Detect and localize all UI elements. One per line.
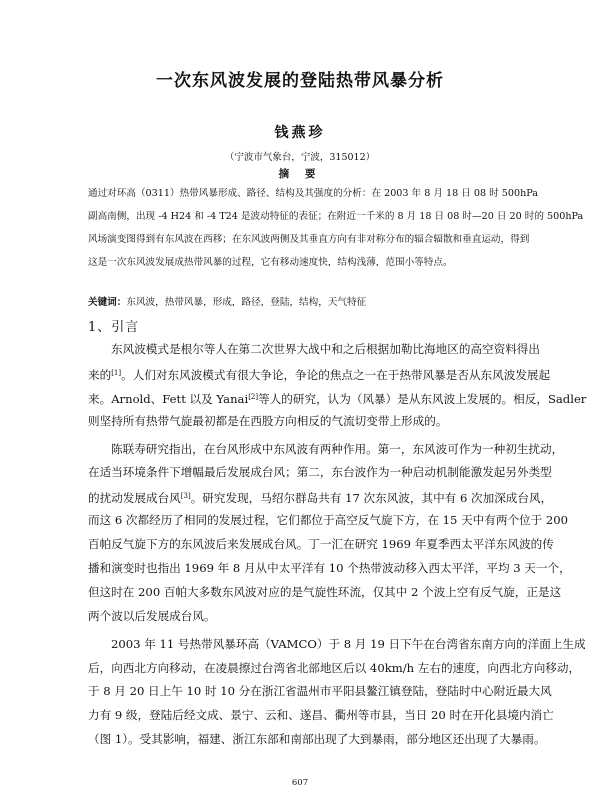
body-text: 等人的研究，认为（风暴）是从东风波上发展的。相反，Sadler	[258, 391, 587, 406]
body-text: 2003 年 11 号热带风暴环高（VAMCO）于 8 月 19 日下午在台湾省东南方向的洋面上生成	[111, 636, 586, 651]
body-text: 则坚持所有热带气旋最初都是在西股方向相反的气流切变带上形成的。	[88, 413, 448, 428]
citation-marker: [2]	[248, 392, 259, 401]
body-text: 两个波以后发展成台风。	[88, 608, 216, 623]
body-line	[88, 362, 551, 386]
article-body	[88, 338, 587, 752]
body-text: 。研究发现，马绍尔群岛共有 17 次东风波，其中有 6 次加深成台风，	[190, 491, 553, 506]
body-text: 陈联寿研究指出，在台风形成中东风波有两种作用。第一，东风波可作为一种初生扰动，	[111, 441, 564, 456]
body-text: （图 1）。受其影响，福建、浙江东部和南部出现了大到暴雨，部分地区还出现了大暴雨。	[88, 732, 546, 747]
body-text: 力有 9 级，登陆后经文成、景宁、云和、遂昌、衢州等市县，当日 20 时在开化县境内消亡	[88, 708, 554, 723]
body-line	[88, 533, 554, 557]
body-line	[88, 557, 571, 581]
body-text: 在适当环境条件下增幅最后发展成台风；第二，东台波作为一种启动机制能激发起另外类型	[88, 465, 552, 480]
body-line	[88, 461, 552, 485]
body-text: 播和演变时也指出 1969 年 8 月从中太平洋有 10 个热带波动移入西太平洋，平均 3 天一个，	[88, 561, 571, 576]
body-line	[88, 728, 546, 752]
abstract-heading: 摘 要	[278, 168, 322, 180]
body-line	[88, 410, 514, 434]
body-text: 但这时在 200 百帕大多数东风波对应的是气旋性环流，仅其中 2 个波上空有反气旋，正是这	[88, 584, 562, 599]
body-line	[88, 386, 587, 410]
abstract-line: 副高南侧，出现 -4 H24 和 -4 T24 是波动特征的表征；在附近一千米的 8 月 18 日 08 时—20 日 20 时的 500hPa	[88, 211, 584, 222]
body-text: 于 8 月 20 日上午 10 时 10 分在浙江省温州市平阳县鳌江镇登陆，登陆时中心附近最大风	[88, 684, 552, 699]
body-line	[88, 605, 514, 629]
citation-marker: [3]	[180, 492, 191, 501]
body-line	[88, 633, 586, 657]
body-line	[88, 338, 540, 362]
abstract-line: 风场演变图得到有东风波在西移；在东风波两侧及其垂直方向有非对称分布的辐合辐散和垂直运动，得到	[88, 234, 530, 245]
body-text: 东风波模式是根尔等人在第二次世界大战中和之后根据加勒比海地区的高空资料得出	[111, 342, 540, 356]
author-affiliation: （宁波市气象台，宁波，315012）	[224, 152, 376, 163]
body-text: 来。Arnold、Fett 以及 Yanai	[88, 391, 249, 406]
citation-marker: [1]	[111, 368, 122, 377]
body-text: 。人们对东风波模式有很大争论，争论的焦点之一在于热带风暴是否从东风波发展起	[121, 367, 551, 382]
body-line	[88, 438, 564, 462]
section-heading: 1、引言	[88, 320, 140, 335]
keywords-label: 关键词：	[88, 297, 127, 308]
author-name: 钱燕珍	[274, 125, 326, 141]
body-text: 百帕反气旋下方的东风波后来发展成台风。丁一汇在研究 1969 年夏季西太平洋东风波的传	[88, 537, 554, 552]
body-text: 后，向西北方向移动，在凌晨擦过台湾省北部地区后以 40km/h 左右的速度，向西北方向移动，	[88, 660, 581, 675]
abstract-line: 通过对环高（0311）热带风暴形成、路径、结构及其强度的分析：在 2003 年 8 月 18 日 08 时 500hPa	[88, 188, 539, 199]
body-line	[88, 509, 569, 533]
keywords	[88, 294, 514, 308]
abstract-body	[88, 182, 584, 274]
body-line	[88, 704, 554, 728]
paper-title: 一次东风波发展的登陆热带风暴分析	[156, 71, 444, 91]
abstract-line: 这是一次东风波发展成热带风暴的过程，它有移动速度快，结构浅薄，范围小等特点。	[88, 257, 453, 268]
page-number: 607	[291, 778, 309, 788]
body-line	[88, 657, 581, 681]
body-text: 来的	[88, 367, 112, 382]
body-line	[88, 581, 562, 605]
body-text: 而这 6 次都经历了相同的发展过程，它们都位于高空反气旋下方，在 15 天中有两个位于 200	[88, 513, 569, 528]
keywords-text: 东风波，热带风暴，形成，路径，登陆，结构，天气特征	[126, 297, 367, 308]
body-line	[88, 680, 552, 704]
body-text: 的扰动发展成台风	[88, 491, 181, 506]
body-line	[88, 485, 553, 509]
